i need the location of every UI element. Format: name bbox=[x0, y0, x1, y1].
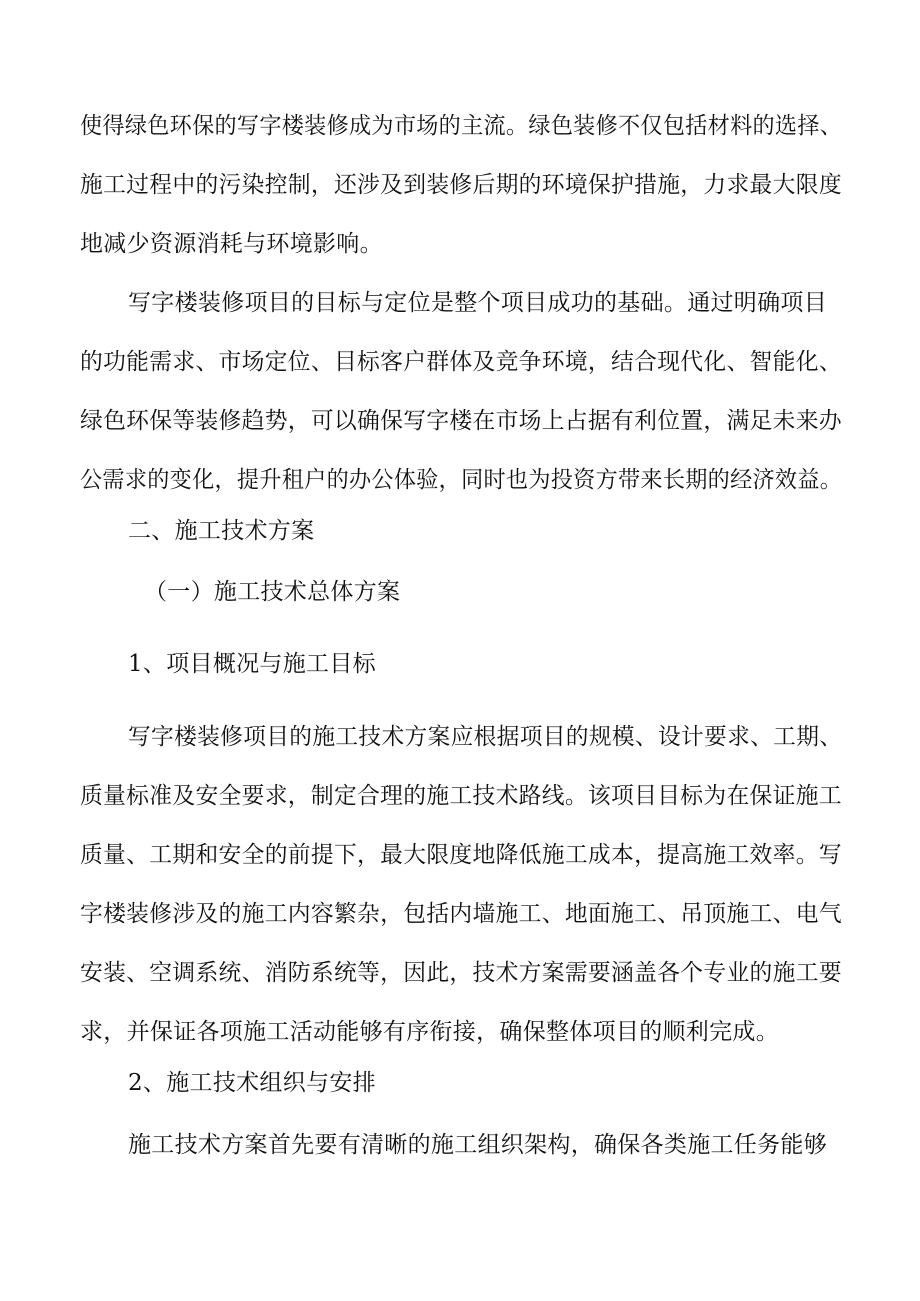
item-heading-text: 2、施工技术组织与安排 bbox=[128, 1070, 376, 1096]
subsection-heading-text: （一）施工技术总体方案 bbox=[144, 579, 401, 605]
paragraph-line: 质量标准及安全要求，制定合理的施工技术路线。该项目目标为在保证施工 bbox=[80, 783, 842, 809]
paragraph-line: 地减少资源消耗与环境影响。 bbox=[80, 231, 383, 257]
paragraph-line: 写字楼装修项目的目标与定位是整个项目成功的基础。通过明确项目 bbox=[128, 290, 827, 316]
paragraph-line: 求，并保证各项施工活动能够有序衔接，确保整体项目的顺利完成。 bbox=[80, 1019, 779, 1045]
paragraph-line: 施工技术方案首先要有清晰的施工组织架构，确保各类施工任务能够 bbox=[128, 1132, 827, 1158]
section-heading-text: 二、施工技术方案 bbox=[128, 518, 315, 544]
paragraph-line: 施工过程中的污染控制，还涉及到装修后期的环境保护措施，力求最大限度 bbox=[80, 172, 842, 198]
paragraph-line: 写字楼装修项目的施工技术方案应根据项目的规模、设计要求、工期、 bbox=[128, 724, 843, 750]
paragraph-line: 公需求的变化，提升租户的办公体验，同时也为投资方带来长期的经济效益。 bbox=[80, 467, 843, 493]
paragraph-line: 安装、空调系统、消防系统等，因此，技术方案需要涵盖各个专业的施工要 bbox=[80, 960, 842, 986]
paragraph-line: 使得绿色环保的写字楼装修成为市场的主流。绿色装修不仅包括材料的选择、 bbox=[80, 113, 843, 139]
paragraph-line: 质量、工期和安全的前提下，最大限度地降低施工成本，提高施工效率。写 bbox=[80, 842, 842, 868]
item-heading-text: 1、项目概况与施工目标 bbox=[128, 651, 376, 677]
paragraph-line: 的功能需求、市场定位、目标客户群体及竞争环境，结合现代化、智能化、 bbox=[80, 349, 842, 375]
paragraph-line: 字楼装修涉及的施工内容繁杂，包括内墙施工、地面施工、吊顶施工、电气 bbox=[80, 901, 842, 927]
paragraph-line: 绿色环保等装修趋势，可以确保写字楼在市场上占据有利位置，满足未来办 bbox=[80, 408, 842, 434]
